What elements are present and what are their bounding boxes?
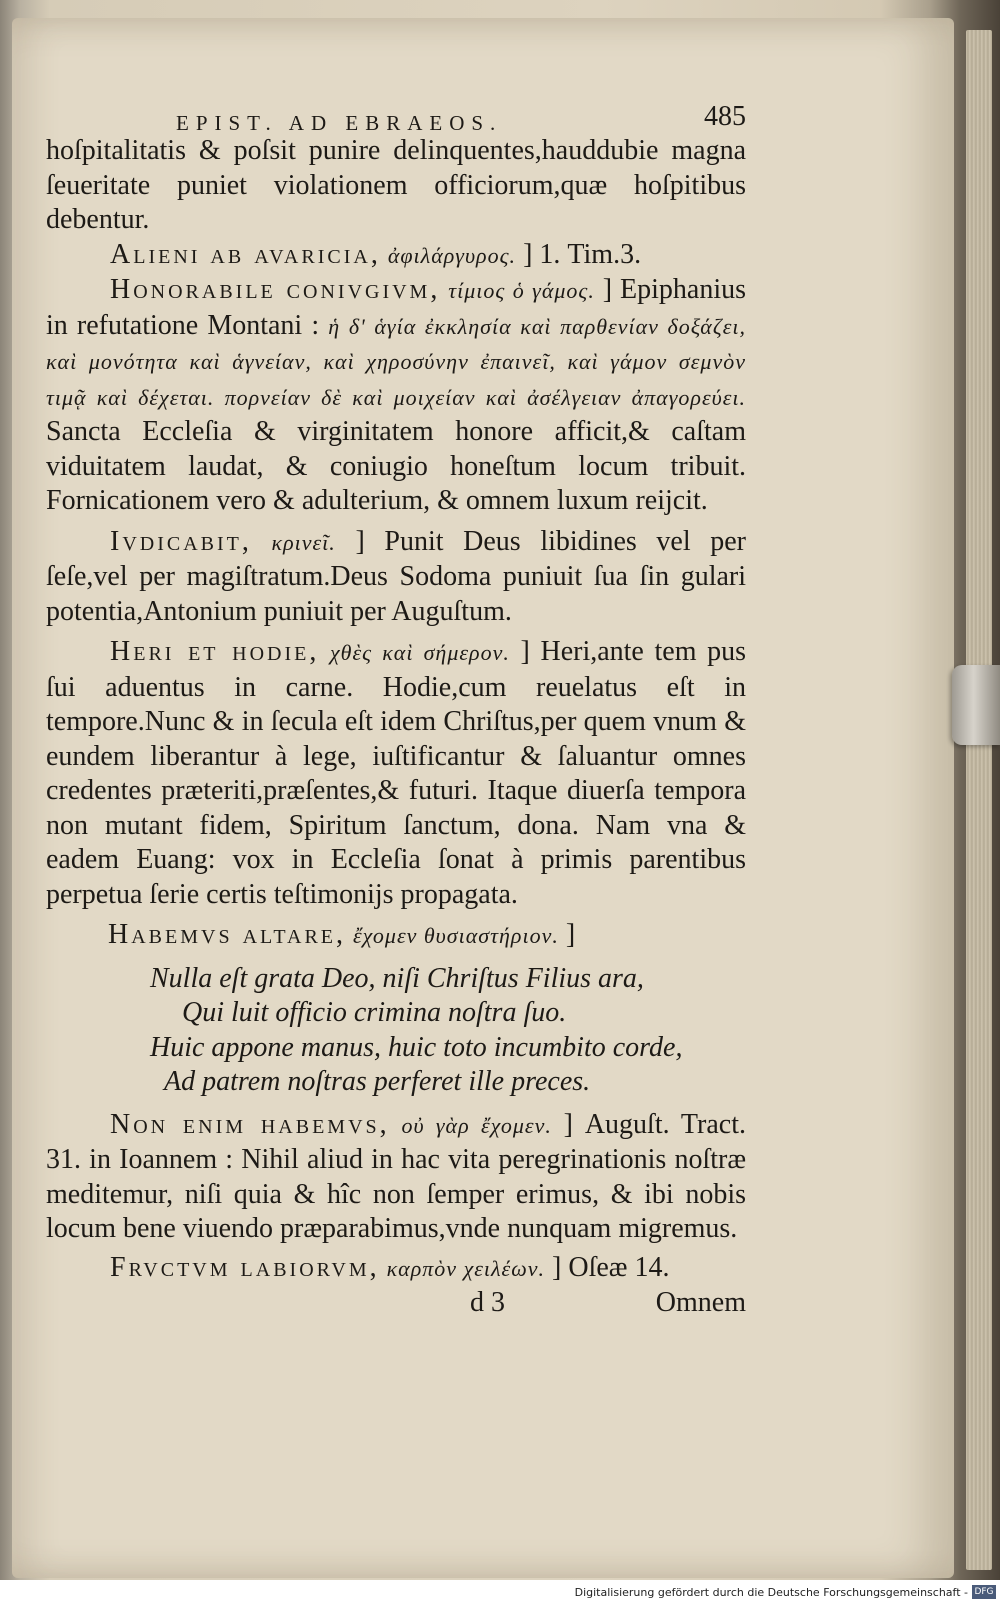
greek-text: ἔχομεν θυσιαστήριον. — [353, 923, 559, 948]
greek-text: τίμιος ὁ γάμος. — [448, 278, 595, 303]
commentary: Sancta Eccleſia & virginitatem honore afficit,& caſtam viduitatem laudat, & coniugio honeſtum locum tribuit. Fornicationem vero & adulterium, & omnem luxum reijcit. — [46, 416, 746, 516]
commentary: ] Oſeæ 14. — [552, 1251, 670, 1283]
lemma: Heri et hodie, — [110, 636, 320, 667]
greek-text: ἀφιλάργυρος. — [387, 242, 517, 268]
greek-text: οὐ γὰρ ἔχομεν. — [401, 1112, 552, 1138]
paragraph: hoſpitalitatis & poſsit punire delinquentes,hauddubie magna ſeueritate puniet violationem officiorum,quæ hoſpitibus debentur. — [46, 135, 746, 235]
paragraph — [46, 1108, 746, 1247]
verse-line: Nulla eſt grata Deo, niſi Chriſtus Filius ara, — [150, 962, 644, 994]
lemma: Honorabile conivgivm, — [110, 274, 441, 305]
page-number: 485 — [704, 101, 746, 132]
signature-mark: d 3 — [470, 1287, 505, 1318]
running-header — [46, 100, 746, 134]
paragraph — [46, 525, 746, 630]
page-footer-line — [46, 1286, 746, 1320]
verse-line: Huic appone manus, huic toto incumbito corde, — [150, 1031, 683, 1063]
funding-credit: Digitalisierung gefördert durch die Deutsche Forschungsgemeinschaft - — [574, 1586, 968, 1599]
verse-block — [46, 962, 746, 1100]
greek-text: καρπὸν χειλέων. — [386, 1255, 546, 1281]
paragraph — [46, 273, 746, 519]
paragraph — [46, 238, 746, 274]
page-edges — [966, 30, 992, 1570]
verse-line: Ad patrem noſtras perferet ille preces. — [164, 1066, 591, 1097]
page-text — [46, 100, 746, 1320]
lemma: Ivdicabit, — [110, 525, 252, 557]
commentary: ] Epiphanius in refutatione Montani : — [46, 274, 747, 341]
paragraph — [46, 635, 746, 912]
digitization-footer — [0, 1580, 1000, 1607]
commentary: ] Auguſt. Tract. 31. in Ioannem : Nihil aliud in hac vita peregrinationis noſtræ meditemur, niſi quia & hîc non ſemper erimus, & ibi nobis locum bene viuendo præparabimus,vnde nunquam migremus. — [46, 1108, 746, 1244]
lemma: Alieni ab avaricia, — [110, 238, 381, 270]
greek-text: κρινεῖ. — [271, 529, 336, 555]
commentary: ] Punit Deus libidines vel per ſeſe,vel per magiſtratum.Deus Sodoma puniuit ſua ſin gulari potentia,Antonium puniuit per Auguſtum. — [46, 525, 747, 627]
dfg-logo: DFG — [972, 1585, 996, 1599]
running-title: EPIST. AD EBRAEOS. — [176, 111, 503, 135]
greek-quotation: ἡ δ' ἁγία ἐκκλησία καὶ παρθενίαν δοξάζει, καὶ μονότητα καὶ ἁγνείαν, καὶ χηροσύνην ἐπαινεῖ, καὶ γάμον σεμνὸν τιμᾷ καὶ δέχεται. πορνείαν δὲ καὶ μοιχείαν καὶ ἀσέλγειαν ἀπαγορεύει. — [46, 313, 747, 410]
commentary: ] — [565, 919, 576, 950]
lemma: Habemvs altare, — [108, 919, 347, 950]
paragraph — [46, 918, 746, 954]
commentary: ] 1. Tim.3. — [523, 238, 642, 270]
paragraph — [46, 1251, 746, 1287]
commentary: ] Heri,ante tem pus ſui aduentus in carne. Hodie,cum reuelatus eſt in tempore.Nunc & in ſecula eſt idem Chriſtus,per quem vnum & eundem liberantur à lege, iuſtificantur & ſaluantur omnes credentes præteriti,præſentes,& futuri. Itaque diuerſa tempora non mutant fidem, Spiritum ſanctum, dona. Nam vna & eadem Euang: vox in Eccleſia ſonat à primis parentibus perpetua ſerie certis teſtimonijs propagata. — [46, 636, 747, 910]
verse-line: Qui luit officio crimina noſtra ſuo. — [182, 997, 567, 1028]
page-clip — [952, 665, 1000, 745]
greek-text: χθὲς καὶ σήμερον. — [330, 640, 510, 665]
catchword: Omnem — [655, 1287, 746, 1318]
lemma: Non enim habemvs, — [110, 1108, 390, 1140]
lemma: Frvctvm labiorvm, — [110, 1251, 380, 1283]
